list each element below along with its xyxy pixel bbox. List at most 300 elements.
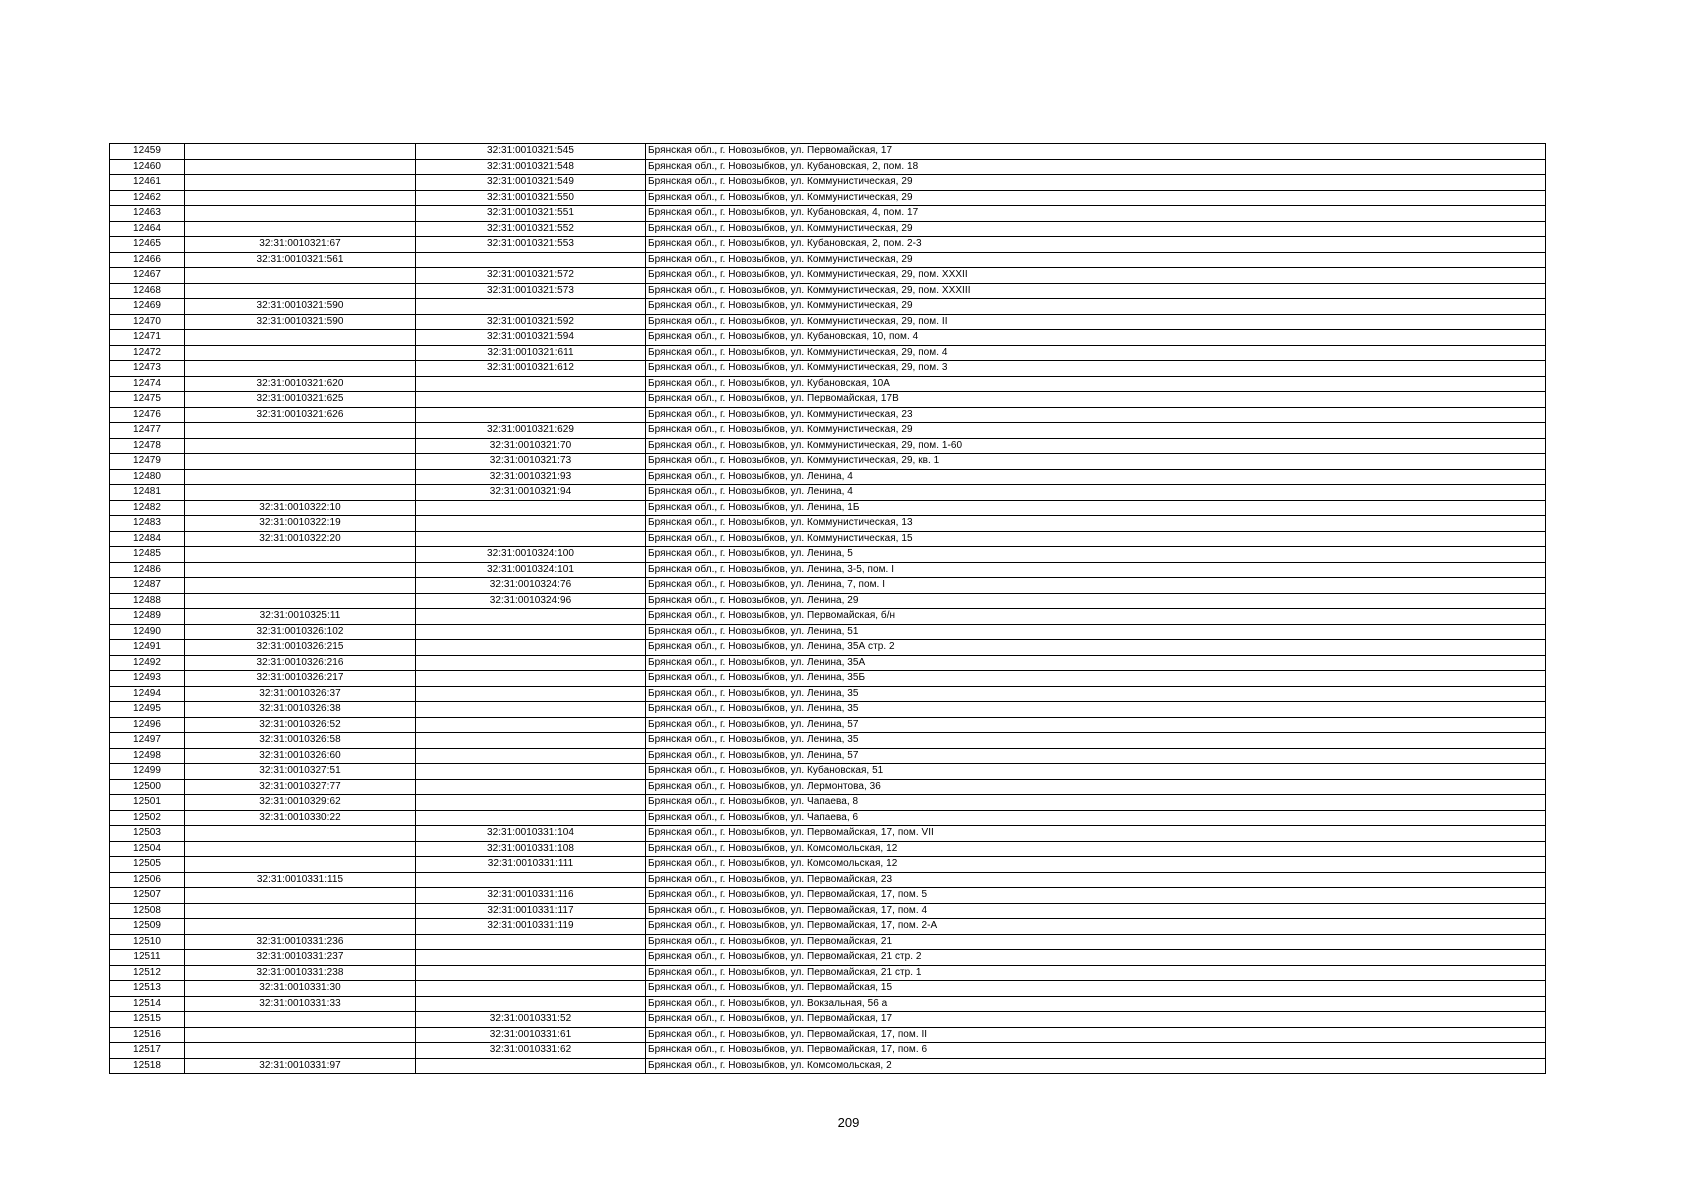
row-number-cell: 12481 [110,485,185,501]
row-number-cell: 12518 [110,1058,185,1074]
land-cadastral-number-cell [185,144,416,160]
object-cadastral-number-cell [416,640,646,656]
table-row [110,609,1546,625]
row-number-cell: 12462 [110,190,185,206]
table-row [110,283,1546,299]
object-cadastral-number-cell: 32:31:0010331:62 [416,1043,646,1059]
table-row [110,981,1546,997]
object-cadastral-number-cell: 32:31:0010321:94 [416,485,646,501]
address-cell: Брянская обл., г. Новозыбков, ул. Ленина, 4 [646,485,1546,501]
land-cadastral-number-cell [185,1027,416,1043]
row-number-cell: 12505 [110,857,185,873]
row-number-cell: 12508 [110,903,185,919]
row-number-cell: 12490 [110,624,185,640]
row-number-cell: 12510 [110,934,185,950]
object-cadastral-number-cell [416,686,646,702]
row-number-cell: 12463 [110,206,185,222]
land-cadastral-number-cell: 32:31:0010326:217 [185,671,416,687]
object-cadastral-number-cell [416,950,646,966]
object-cadastral-number-cell: 32:31:0010331:104 [416,826,646,842]
table-row [110,392,1546,408]
object-cadastral-number-cell: 32:31:0010321:573 [416,283,646,299]
land-cadastral-number-cell [185,469,416,485]
address-cell: Брянская обл., г. Новозыбков, ул. Коммунистическая, 13 [646,516,1546,532]
land-cadastral-number-cell [185,485,416,501]
address-cell: Брянская обл., г. Новозыбков, ул. Первомайская, 15 [646,981,1546,997]
land-cadastral-number-cell: 32:31:0010325:11 [185,609,416,625]
table-row [110,640,1546,656]
address-cell: Брянская обл., г. Новозыбков, ул. Лермонтова, 36 [646,779,1546,795]
row-number-cell: 12501 [110,795,185,811]
table-row [110,299,1546,315]
address-cell: Брянская обл., г. Новозыбков, ул. Первомайская, 21 стр. 2 [646,950,1546,966]
land-cadastral-number-cell: 32:31:0010322:10 [185,500,416,516]
address-cell: Брянская обл., г. Новозыбков, ул. Комсомольская, 12 [646,857,1546,873]
object-cadastral-number-cell [416,407,646,423]
object-cadastral-number-cell: 32:31:0010321:629 [416,423,646,439]
land-cadastral-number-cell: 32:31:0010326:60 [185,748,416,764]
address-cell: Брянская обл., г. Новозыбков, ул. Ленина, 35А стр. 2 [646,640,1546,656]
object-cadastral-number-cell: 32:31:0010324:100 [416,547,646,563]
table-row [110,779,1546,795]
land-cadastral-number-cell [185,841,416,857]
table-row [110,578,1546,594]
row-number-cell: 12470 [110,314,185,330]
table-row [110,841,1546,857]
address-cell: Брянская обл., г. Новозыбков, ул. Первомайская, 17, пом. VII [646,826,1546,842]
object-cadastral-number-cell: 32:31:0010324:96 [416,593,646,609]
row-number-cell: 12482 [110,500,185,516]
address-cell: Брянская обл., г. Новозыбков, ул. Первомайская, б/н [646,609,1546,625]
table-row [110,345,1546,361]
land-cadastral-number-cell: 32:31:0010330:22 [185,810,416,826]
object-cadastral-number-cell: 32:31:0010321:552 [416,221,646,237]
object-cadastral-number-cell: 32:31:0010321:594 [416,330,646,346]
table-row [110,531,1546,547]
table-row [110,252,1546,268]
object-cadastral-number-cell [416,624,646,640]
land-cadastral-number-cell: 32:31:0010326:216 [185,655,416,671]
address-cell: Брянская обл., г. Новозыбков, ул. Чапаева, 6 [646,810,1546,826]
land-cadastral-number-cell: 32:31:0010322:20 [185,531,416,547]
address-cell: Брянская обл., г. Новозыбков, ул. Первомайская, 17, пом. II [646,1027,1546,1043]
object-cadastral-number-cell: 32:31:0010321:572 [416,268,646,284]
land-cadastral-number-cell: 32:31:0010321:626 [185,407,416,423]
row-number-cell: 12459 [110,144,185,160]
row-number-cell: 12473 [110,361,185,377]
table-row [110,1027,1546,1043]
row-number-cell: 12499 [110,764,185,780]
row-number-cell: 12475 [110,392,185,408]
object-cadastral-number-cell: 32:31:0010331:116 [416,888,646,904]
row-number-cell: 12479 [110,454,185,470]
land-cadastral-number-cell: 32:31:0010321:590 [185,314,416,330]
row-number-cell: 12489 [110,609,185,625]
object-cadastral-number-cell: 32:31:0010321:592 [416,314,646,330]
row-number-cell: 12486 [110,562,185,578]
object-cadastral-number-cell [416,299,646,315]
row-number-cell: 12507 [110,888,185,904]
table-row [110,593,1546,609]
land-cadastral-number-cell: 32:31:0010321:620 [185,376,416,392]
table-row [110,686,1546,702]
table-row [110,562,1546,578]
row-number-cell: 12485 [110,547,185,563]
row-number-cell: 12466 [110,252,185,268]
address-cell: Брянская обл., г. Новозыбков, ул. Первомайская, 17, пом. 6 [646,1043,1546,1059]
address-cell: Брянская обл., г. Новозыбков, ул. Первомайская, 17 [646,144,1546,160]
address-cell: Брянская обл., г. Новозыбков, ул. Коммунистическая, 29 [646,175,1546,191]
object-cadastral-number-cell: 32:31:0010321:93 [416,469,646,485]
row-number-cell: 12497 [110,733,185,749]
address-cell: Брянская обл., г. Новозыбков, ул. Коммунистическая, 29, пом. 3 [646,361,1546,377]
row-number-cell: 12500 [110,779,185,795]
address-cell: Брянская обл., г. Новозыбков, ул. Комсомольская, 2 [646,1058,1546,1074]
object-cadastral-number-cell [416,779,646,795]
address-cell: Брянская обл., г. Новозыбков, ул. Ленина, 5 [646,547,1546,563]
address-cell: Брянская обл., г. Новозыбков, ул. Кубановская, 2, пом. 18 [646,159,1546,175]
row-number-cell: 12504 [110,841,185,857]
land-cadastral-number-cell [185,423,416,439]
row-number-cell: 12469 [110,299,185,315]
row-number-cell: 12492 [110,655,185,671]
object-cadastral-number-cell: 32:31:0010331:117 [416,903,646,919]
address-cell: Брянская обл., г. Новозыбков, ул. Коммунистическая, 29 [646,221,1546,237]
address-cell: Брянская обл., г. Новозыбков, ул. Коммунистическая, 29, кв. 1 [646,454,1546,470]
table-row [110,438,1546,454]
table-row [110,500,1546,516]
table-row [110,888,1546,904]
page-number: 209 [837,1115,860,1130]
land-cadastral-number-cell [185,454,416,470]
address-cell: Брянская обл., г. Новозыбков, ул. Коммунистическая, 29, пом. II [646,314,1546,330]
object-cadastral-number-cell: 32:31:0010331:108 [416,841,646,857]
row-number-cell: 12460 [110,159,185,175]
table-row [110,795,1546,811]
land-cadastral-number-cell [185,361,416,377]
land-cadastral-number-cell: 32:31:0010329:62 [185,795,416,811]
object-cadastral-number-cell [416,748,646,764]
table-row [110,190,1546,206]
table-row [110,330,1546,346]
row-number-cell: 12506 [110,872,185,888]
table-row [110,1043,1546,1059]
row-number-cell: 12480 [110,469,185,485]
address-cell: Брянская обл., г. Новозыбков, ул. Коммунистическая, 29 [646,423,1546,439]
object-cadastral-number-cell: 32:31:0010321:550 [416,190,646,206]
row-number-cell: 12487 [110,578,185,594]
land-cadastral-number-cell: 32:31:0010321:561 [185,252,416,268]
land-cadastral-number-cell [185,330,416,346]
address-cell: Брянская обл., г. Новозыбков, ул. Коммунистическая, 29, пом. 1-60 [646,438,1546,454]
row-number-cell: 12502 [110,810,185,826]
table-row [110,810,1546,826]
object-cadastral-number-cell: 32:31:0010331:119 [416,919,646,935]
table-row [110,872,1546,888]
registry-table [109,143,1546,1074]
table-row [110,748,1546,764]
row-number-cell: 12516 [110,1027,185,1043]
table-row [110,485,1546,501]
table-row [110,919,1546,935]
table-row [110,965,1546,981]
land-cadastral-number-cell [185,826,416,842]
table-row [110,950,1546,966]
object-cadastral-number-cell [416,965,646,981]
row-number-cell: 12464 [110,221,185,237]
object-cadastral-number-cell [416,733,646,749]
row-number-cell: 12514 [110,996,185,1012]
land-cadastral-number-cell: 32:31:0010321:67 [185,237,416,253]
land-cadastral-number-cell: 32:31:0010331:33 [185,996,416,1012]
address-cell: Брянская обл., г. Новозыбков, ул. Ленина, 51 [646,624,1546,640]
object-cadastral-number-cell [416,516,646,532]
address-cell: Брянская обл., г. Новозыбков, ул. Кубановская, 4, пом. 17 [646,206,1546,222]
land-cadastral-number-cell [185,562,416,578]
address-cell: Брянская обл., г. Новозыбков, ул. Ленина, 35А [646,655,1546,671]
land-cadastral-number-cell [185,888,416,904]
land-cadastral-number-cell [185,221,416,237]
table-row [110,206,1546,222]
table-row [110,376,1546,392]
land-cadastral-number-cell: 32:31:0010326:102 [185,624,416,640]
row-number-cell: 12476 [110,407,185,423]
land-cadastral-number-cell: 32:31:0010331:237 [185,950,416,966]
row-number-cell: 12477 [110,423,185,439]
table-row [110,655,1546,671]
land-cadastral-number-cell [185,1012,416,1028]
table-row [110,454,1546,470]
land-cadastral-number-cell: 32:31:0010326:52 [185,717,416,733]
table-row [110,717,1546,733]
row-number-cell: 12491 [110,640,185,656]
land-cadastral-number-cell: 32:31:0010327:51 [185,764,416,780]
land-cadastral-number-cell: 32:31:0010331:115 [185,872,416,888]
table-row [110,826,1546,842]
address-cell: Брянская обл., г. Новозыбков, ул. Ленина, 4 [646,469,1546,485]
row-number-cell: 12496 [110,717,185,733]
object-cadastral-number-cell [416,531,646,547]
row-number-cell: 12511 [110,950,185,966]
row-number-cell: 12513 [110,981,185,997]
address-cell: Брянская обл., г. Новозыбков, ул. Первомайская, 21 [646,934,1546,950]
land-cadastral-number-cell [185,919,416,935]
address-cell: Брянская обл., г. Новозыбков, ул. Вокзальная, 56 а [646,996,1546,1012]
row-number-cell: 12503 [110,826,185,842]
land-cadastral-number-cell: 32:31:0010326:37 [185,686,416,702]
row-number-cell: 12512 [110,965,185,981]
land-cadastral-number-cell [185,345,416,361]
address-cell: Брянская обл., г. Новозыбков, ул. Кубановская, 10А [646,376,1546,392]
object-cadastral-number-cell: 32:31:0010321:553 [416,237,646,253]
table-row [110,996,1546,1012]
address-cell: Брянская обл., г. Новозыбков, ул. Кубановская, 10, пом. 4 [646,330,1546,346]
row-number-cell: 12494 [110,686,185,702]
table-row [110,237,1546,253]
address-cell: Брянская обл., г. Новозыбков, ул. Коммунистическая, 15 [646,531,1546,547]
address-cell: Брянская обл., г. Новозыбков, ул. Ленина, 7, пом. I [646,578,1546,594]
row-number-cell: 12495 [110,702,185,718]
object-cadastral-number-cell: 32:31:0010321:551 [416,206,646,222]
land-cadastral-number-cell [185,283,416,299]
object-cadastral-number-cell: 32:31:0010321:545 [416,144,646,160]
object-cadastral-number-cell: 32:31:0010321:73 [416,454,646,470]
object-cadastral-number-cell: 32:31:0010321:612 [416,361,646,377]
land-cadastral-number-cell [185,857,416,873]
object-cadastral-number-cell [416,671,646,687]
row-number-cell: 12465 [110,237,185,253]
land-cadastral-number-cell: 32:31:0010326:38 [185,702,416,718]
table-row [110,144,1546,160]
object-cadastral-number-cell [416,872,646,888]
table-row [110,469,1546,485]
address-cell: Брянская обл., г. Новозыбков, ул. Коммунистическая, 29 [646,252,1546,268]
address-cell: Брянская обл., г. Новозыбков, ул. Первомайская, 17В [646,392,1546,408]
object-cadastral-number-cell [416,500,646,516]
row-number-cell: 12509 [110,919,185,935]
table-row [110,671,1546,687]
address-cell: Брянская обл., г. Новозыбков, ул. Коммунистическая, 29 [646,190,1546,206]
object-cadastral-number-cell [416,996,646,1012]
address-cell: Брянская обл., г. Новозыбков, ул. Коммунистическая, 29, пом. XXXII [646,268,1546,284]
table-row [110,221,1546,237]
address-cell: Брянская обл., г. Новозыбков, ул. Чапаева, 8 [646,795,1546,811]
address-cell: Брянская обл., г. Новозыбков, ул. Коммунистическая, 23 [646,407,1546,423]
land-cadastral-number-cell [185,1043,416,1059]
land-cadastral-number-cell [185,159,416,175]
address-cell: Брянская обл., г. Новозыбков, ул. Коммунистическая, 29 [646,299,1546,315]
table-row [110,407,1546,423]
row-number-cell: 12515 [110,1012,185,1028]
land-cadastral-number-cell [185,578,416,594]
table-row [110,1058,1546,1074]
land-cadastral-number-cell [185,438,416,454]
row-number-cell: 12484 [110,531,185,547]
land-cadastral-number-cell: 32:31:0010331:30 [185,981,416,997]
address-cell: Брянская обл., г. Новозыбков, ул. Коммунистическая, 29, пом. 4 [646,345,1546,361]
table-row [110,733,1546,749]
object-cadastral-number-cell [416,795,646,811]
table-row [110,934,1546,950]
row-number-cell: 12474 [110,376,185,392]
row-number-cell: 12461 [110,175,185,191]
address-cell: Брянская обл., г. Новозыбков, ул. Ленина, 35 [646,702,1546,718]
table-row [110,361,1546,377]
address-cell: Брянская обл., г. Новозыбков, ул. Ленина, 1Б [646,500,1546,516]
table-row [110,516,1546,532]
object-cadastral-number-cell [416,1058,646,1074]
row-number-cell: 12517 [110,1043,185,1059]
land-cadastral-number-cell [185,903,416,919]
land-cadastral-number-cell: 32:31:0010321:625 [185,392,416,408]
row-number-cell: 12471 [110,330,185,346]
land-cadastral-number-cell: 32:31:0010331:236 [185,934,416,950]
object-cadastral-number-cell [416,376,646,392]
object-cadastral-number-cell [416,764,646,780]
land-cadastral-number-cell: 32:31:0010322:19 [185,516,416,532]
address-cell: Брянская обл., г. Новозыбков, ул. Первомайская, 17, пом. 2-А [646,919,1546,935]
object-cadastral-number-cell: 32:31:0010321:70 [416,438,646,454]
address-cell: Брянская обл., г. Новозыбков, ул. Ленина, 57 [646,717,1546,733]
address-cell: Брянская обл., г. Новозыбков, ул. Первомайская, 17, пом. 5 [646,888,1546,904]
address-cell: Брянская обл., г. Новозыбков, ул. Ленина, 3-5, пом. I [646,562,1546,578]
table-row [110,268,1546,284]
address-cell: Брянская обл., г. Новозыбков, ул. Комсомольская, 12 [646,841,1546,857]
address-cell: Брянская обл., г. Новозыбков, ул. Ленина, 35Б [646,671,1546,687]
land-cadastral-number-cell [185,206,416,222]
land-cadastral-number-cell: 32:31:0010327:77 [185,779,416,795]
object-cadastral-number-cell: 32:31:0010324:76 [416,578,646,594]
object-cadastral-number-cell: 32:31:0010321:611 [416,345,646,361]
address-cell: Брянская обл., г. Новозыбков, ул. Коммунистическая, 29, пом. XXXIII [646,283,1546,299]
address-cell: Брянская обл., г. Новозыбков, ул. Первомайская, 17 [646,1012,1546,1028]
land-cadastral-number-cell [185,593,416,609]
land-cadastral-number-cell [185,175,416,191]
object-cadastral-number-cell [416,934,646,950]
object-cadastral-number-cell [416,252,646,268]
object-cadastral-number-cell: 32:31:0010331:111 [416,857,646,873]
row-number-cell: 12478 [110,438,185,454]
table-row [110,547,1546,563]
object-cadastral-number-cell: 32:31:0010321:548 [416,159,646,175]
table-row [110,314,1546,330]
table-row [110,1012,1546,1028]
row-number-cell: 12468 [110,283,185,299]
object-cadastral-number-cell [416,392,646,408]
row-number-cell: 12493 [110,671,185,687]
object-cadastral-number-cell: 32:31:0010331:61 [416,1027,646,1043]
address-cell: Брянская обл., г. Новозыбков, ул. Первомайская, 21 стр. 1 [646,965,1546,981]
land-cadastral-number-cell [185,547,416,563]
object-cadastral-number-cell [416,609,646,625]
table-row [110,423,1546,439]
table-row [110,764,1546,780]
address-cell: Брянская обл., г. Новозыбков, ул. Первомайская, 23 [646,872,1546,888]
land-cadastral-number-cell: 32:31:0010326:215 [185,640,416,656]
land-cadastral-number-cell: 32:31:0010321:590 [185,299,416,315]
object-cadastral-number-cell: 32:31:0010324:101 [416,562,646,578]
table-row [110,903,1546,919]
row-number-cell: 12467 [110,268,185,284]
land-cadastral-number-cell: 32:31:0010331:238 [185,965,416,981]
row-number-cell: 12498 [110,748,185,764]
object-cadastral-number-cell: 32:31:0010331:52 [416,1012,646,1028]
row-number-cell: 12483 [110,516,185,532]
table-row [110,159,1546,175]
row-number-cell: 12488 [110,593,185,609]
address-cell: Брянская обл., г. Новозыбков, ул. Кубановская, 51 [646,764,1546,780]
address-cell: Брянская обл., г. Новозыбков, ул. Ленина, 29 [646,593,1546,609]
table-row [110,857,1546,873]
row-number-cell: 12472 [110,345,185,361]
address-cell: Брянская обл., г. Новозыбков, ул. Ленина, 57 [646,748,1546,764]
land-cadastral-number-cell: 32:31:0010326:58 [185,733,416,749]
table-row [110,175,1546,191]
address-cell: Брянская обл., г. Новозыбков, ул. Кубановская, 2, пом. 2-3 [646,237,1546,253]
object-cadastral-number-cell: 32:31:0010321:549 [416,175,646,191]
object-cadastral-number-cell [416,810,646,826]
table-body [110,144,1546,1074]
land-cadastral-number-cell: 32:31:0010331:97 [185,1058,416,1074]
object-cadastral-number-cell [416,717,646,733]
table-row [110,624,1546,640]
address-cell: Брянская обл., г. Новозыбков, ул. Ленина, 35 [646,686,1546,702]
address-cell: Брянская обл., г. Новозыбков, ул. Ленина, 35 [646,733,1546,749]
address-cell: Брянская обл., г. Новозыбков, ул. Первомайская, 17, пом. 4 [646,903,1546,919]
table-row [110,702,1546,718]
land-cadastral-number-cell [185,190,416,206]
object-cadastral-number-cell [416,702,646,718]
